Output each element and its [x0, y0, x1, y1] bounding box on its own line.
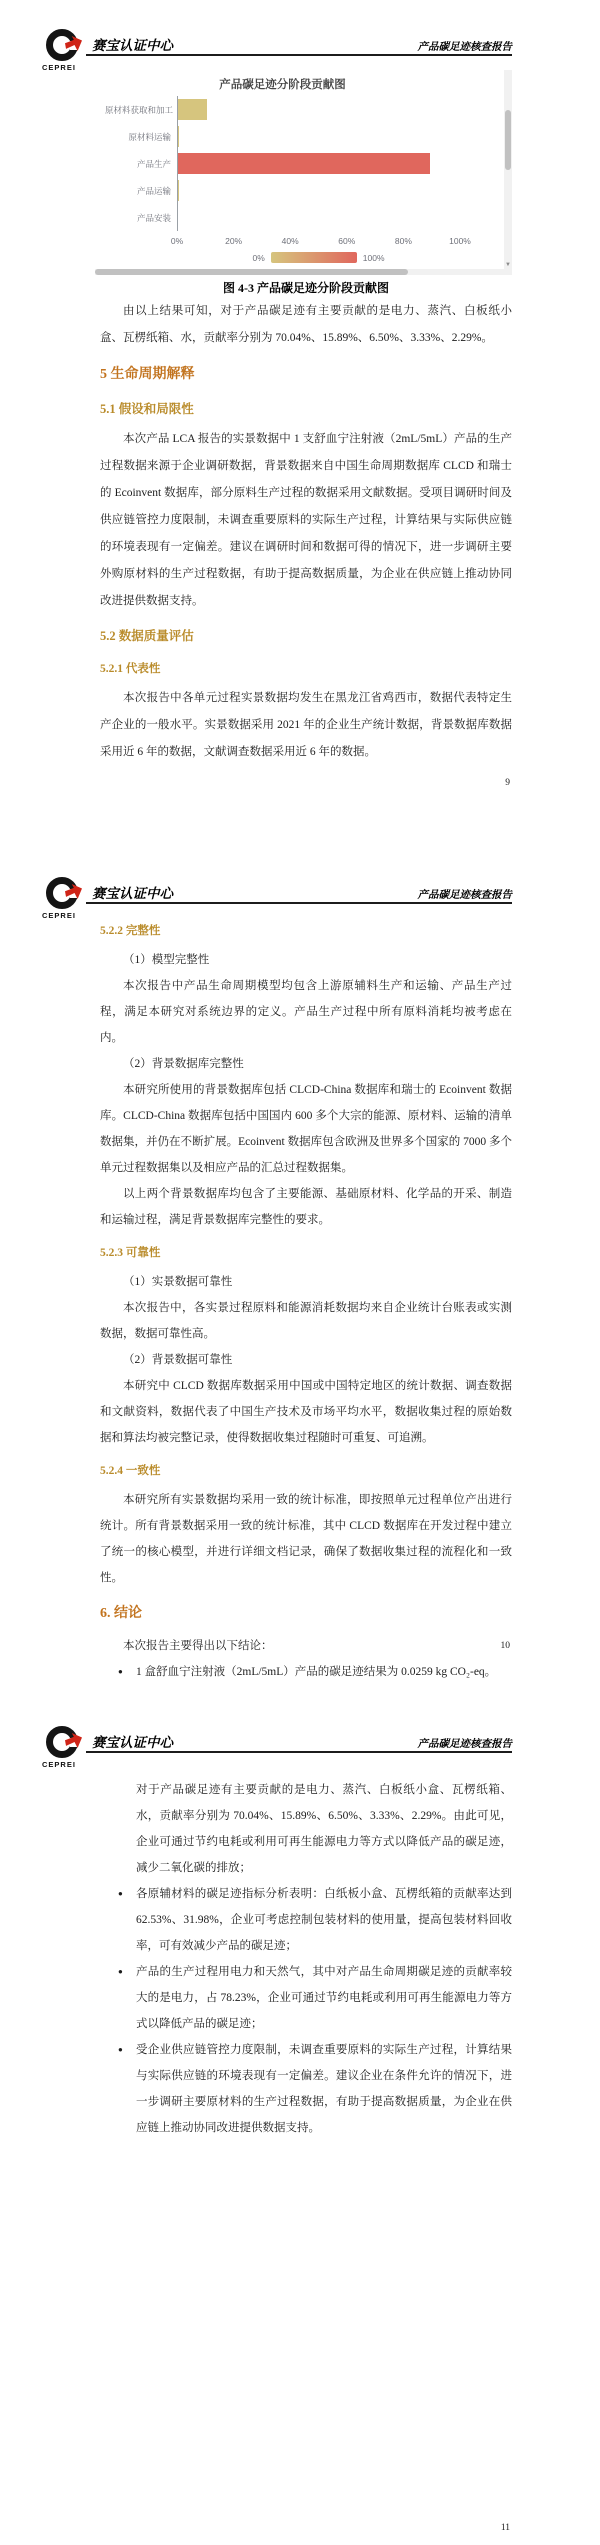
paragraph-results: 由以上结果可知，对于产品碳足迹有主要贡献的是电力、蒸汽、白板纸小盒、瓦楞纸箱、水，贡献率分别为 70.04%、15.89%、6.50%、3.33%、2.29%。 [100, 305, 512, 344]
heading-5-2-1: 5.2.1 代表性 [100, 663, 161, 675]
chart-x-tick: 80% [394, 236, 412, 246]
conclusion-item-2 [100, 1881, 512, 1959]
paragraph-background-db-2: 以上两个背景数据库均包含了主要能源、基础原材料、化学品的开采、制造和运输过程，满足背景数据库完整性的要求。 [100, 1188, 512, 1226]
paragraph-model-completeness: 本次报告中产品生命周期模型均包含上游原辅料生产和运输、产品生产过程，满足本研究对系统边界的定义。产品生产过程中所有原料消耗均被考虑在内。 [100, 980, 512, 1044]
conclusion-item-4 [100, 2037, 512, 2141]
chart-x-axis [170, 236, 471, 250]
conclusion-item-1-continued: 对于产品碳足迹有主要贡献的是电力、蒸汽、白板纸小盒、瓦楞纸箱、水，贡献率分别为 70.04%、15.89%、6.50%、3.33%、2.29%。由此可见，企业可通过节约电耗或利用可再生能源电力等方式以降低产品的碳足迹，减少二氧化碳的排放； [136, 1784, 512, 1874]
header-brand: 赛宝认证中心 [92, 38, 173, 53]
heading-5: 5 生命周期解释 [100, 367, 195, 382]
paragraph-consistency: 本研究所有实景数据均采用一致的统计标准，即按照单元过程单位产出进行统计。所有背景数据采用一致的统计标准，其中 CLCD 数据库在开发过程中建立了统一的核心模型，并进行详细文档记录，确保了数据收集过程的流程化和一致性。 [100, 1494, 512, 1584]
header-report-title: 产品碳足迹核查报告 [417, 1739, 512, 1750]
chart-bar-track [177, 177, 460, 204]
chart-x-tick: 20% [225, 236, 243, 246]
bullet-icon: ● [118, 2045, 123, 2054]
chart-x-tick: 100% [449, 236, 471, 246]
paragraph-background-db: 本研究所使用的背景数据库包括 CLCD-China 数据库和瑞士的 Ecoinvent 数据库。CLCD-China 数据库包括中国国内 600 多个大宗的能源、原材料、运输的清单数据集，并仍在不断扩展。Ecoinvent 数据库包含欧洲及世界多个国家的 7000 多个单元过程数据集以及相应产品的汇总过程数据集。 [100, 1084, 512, 1174]
chart-vertical-scrollbar[interactable] [504, 70, 512, 270]
page2-content [100, 918, 512, 1685]
chart-bar-track [177, 123, 460, 150]
paragraph-assumptions: 本次产品 LCA 报告的实景数据中 1 支舒血宁注射液（2mL/5mL）产品的生产过程数据来源于企业调研数据，背景数据来自中国生命周期数据库 CLCD 和瑞士的 Ecoinvent 数据库，部分原料生产过程的数据采用文献数据。受项目调研时间及供应链管控力度限制，未调查重要原料的实际生产过程，计算结果与实际供应链的环境表现有一定偏差。建议在调研时间和数据可得的情况下，进一步调研主要外购原材料的生产过程数据，有助于提高数据质量，为企业在供应链上推动协同改进提供数据支持。 [100, 433, 512, 607]
bullet-icon: ● [118, 1967, 123, 1976]
heading-5-2-2: 5.2.2 完整性 [100, 925, 161, 937]
chart-row [105, 96, 460, 123]
page-number: 9 [505, 778, 510, 788]
chart-bar-track [177, 96, 460, 123]
conclusion-item-1-text: 1 盒舒血宁注射液（2mL/5mL）产品的碳足迹结果为 0.0259 kg CO₂-eq。 [136, 1666, 497, 1678]
bullet-icon: ● [118, 1889, 123, 1898]
chart-category-label: 产品运输 [136, 185, 171, 196]
page-9 [0, 0, 600, 848]
heading-5-2-4: 5.2.4 一致性 [100, 1465, 161, 1477]
chart-category-label: 产品生产 [136, 158, 171, 169]
header-brand: 赛宝认证中心 [92, 1735, 173, 1750]
figure-caption: 图 4-3 产品碳足迹分阶段贡献图 [223, 281, 389, 295]
heading-6: 6. 结论 [100, 1606, 142, 1621]
scrollbar-down-arrow-icon[interactable]: ▼ [505, 262, 511, 268]
conclusion-item-1 [100, 1659, 512, 1685]
ceprei-logo-icon [46, 1726, 78, 1758]
chart-rows [105, 96, 460, 231]
legend-min-label: 0% [252, 252, 265, 263]
ceprei-logo-icon [46, 29, 78, 61]
chart-bar-track [177, 204, 460, 231]
chart-bar [178, 180, 179, 201]
paragraph-conclusion-intro: 本次报告主要得出以下结论： [123, 1640, 273, 1652]
chart-bar [178, 126, 179, 147]
page-number: 10 [500, 1641, 510, 1651]
conclusion-item-4-text: 受企业供应链管控力度限制，未调查重要原料的实际生产过程，计算结果与实际供应链的环境表现有一定偏差。建议企业在条件允许的情况下，进一步调研主要原材料的生产过程数据，有助于提高数据质量，为企业在供应链上推动协同改进提供数据支持。 [136, 2044, 512, 2134]
paragraph-background-reliability: 本研究中 CLCD 数据库数据采用中国或中国特定地区的统计数据、调查数据和文献资料，数据代表了中国生产技术及市场平均水平，数据收集过程的原始数据和算法均被完整记录，使得数据收集过程随时可重复、可追溯。 [100, 1380, 512, 1444]
header-rule [86, 902, 512, 904]
chart-category-label: 原材料运输 [128, 131, 171, 142]
chart-x-tick: 0% [170, 236, 184, 246]
chart-row [105, 150, 460, 177]
vertical-scrollbar-thumb[interactable] [505, 110, 511, 170]
bullet-icon: ● [118, 1667, 123, 1676]
page-10 [0, 848, 600, 1696]
page1-content [100, 298, 512, 766]
logo-text: CEPREI [42, 63, 76, 72]
chart-row [105, 177, 460, 204]
conclusion-item-3 [100, 1959, 512, 2037]
header-brand: 赛宝认证中心 [92, 886, 173, 901]
paragraph-representativeness: 本次报告中各单元过程实景数据均发生在黑龙江省鸡西市，数据代表特定生产企业的一般水平。实景数据采用 2021 年的企业生产统计数据，背景数据库数据采用近 6 年的数据，文献调查数据采用近 6 年的数据。 [100, 692, 512, 758]
heading-5-2-3: 5.2.3 可靠性 [100, 1247, 161, 1259]
chart-row [105, 123, 460, 150]
horizontal-scrollbar-thumb[interactable] [95, 269, 408, 275]
chart-bar-track [177, 150, 460, 177]
subheading-foreground-reliability: （1）实景数据可靠性 [123, 1276, 233, 1288]
logo-text: CEPREI [42, 1760, 76, 1769]
conclusion-item-2-text: 各原辅材料的碳足迹指标分析表明：白纸板小盒、瓦楞纸箱的贡献率达到 62.53%、31.98%，企业可考虑控制包装材料的使用量，提高包装材料回收率，可有效减少产品的碳足迹； [136, 1888, 512, 1952]
page-11 [0, 1697, 600, 2545]
logo-text: CEPREI [42, 911, 76, 920]
chart-category-label: 原材料获取和加工 [105, 104, 174, 115]
subheading-model-completeness: （1）模型完整性 [123, 954, 210, 966]
header-report-title: 产品碳足迹核查报告 [417, 890, 512, 901]
chart-x-tick: 60% [338, 236, 356, 246]
heading-5-2: 5.2 数据质量评估 [100, 629, 194, 643]
chart-bar [178, 99, 207, 120]
header-report-title: 产品碳足迹核查报告 [417, 42, 512, 53]
subheading-background-reliability: （2）背景数据可靠性 [123, 1354, 233, 1366]
chart-category-label: 产品安装 [136, 212, 171, 223]
chart-legend-gradient [271, 252, 357, 263]
chart-legend [177, 252, 460, 263]
chart-row [105, 204, 460, 231]
heading-5-1: 5.1 假设和局限性 [100, 402, 194, 416]
chart-title: 产品碳足迹分阶段贡献图 [219, 79, 346, 91]
header-rule [86, 54, 512, 56]
chart-x-tick: 40% [281, 236, 299, 246]
conclusion-item-3-text: 产品的生产过程用电力和天然气，其中对产品生命周期碳足迹的贡献率较大的是电力，占 78.23%，企业可通过节约电耗或利用可再生能源电力等方式以降低产品的碳足迹； [136, 1966, 512, 2030]
page-number: 11 [500, 2523, 510, 2533]
chart-horizontal-scrollbar[interactable] [95, 269, 512, 275]
header-rule [86, 1751, 512, 1753]
ceprei-logo-icon [46, 877, 78, 909]
chart-bar [178, 153, 430, 174]
paragraph-foreground-reliability: 本次报告中，各实景过程原料和能源消耗数据均来自企业统计台账表或实测数据，数据可靠性高。 [100, 1302, 512, 1340]
subheading-background-db-completeness: （2）背景数据库完整性 [123, 1058, 244, 1070]
page3-content [100, 1777, 512, 2141]
legend-max-label: 100% [362, 252, 385, 263]
contribution-chart [105, 68, 505, 282]
